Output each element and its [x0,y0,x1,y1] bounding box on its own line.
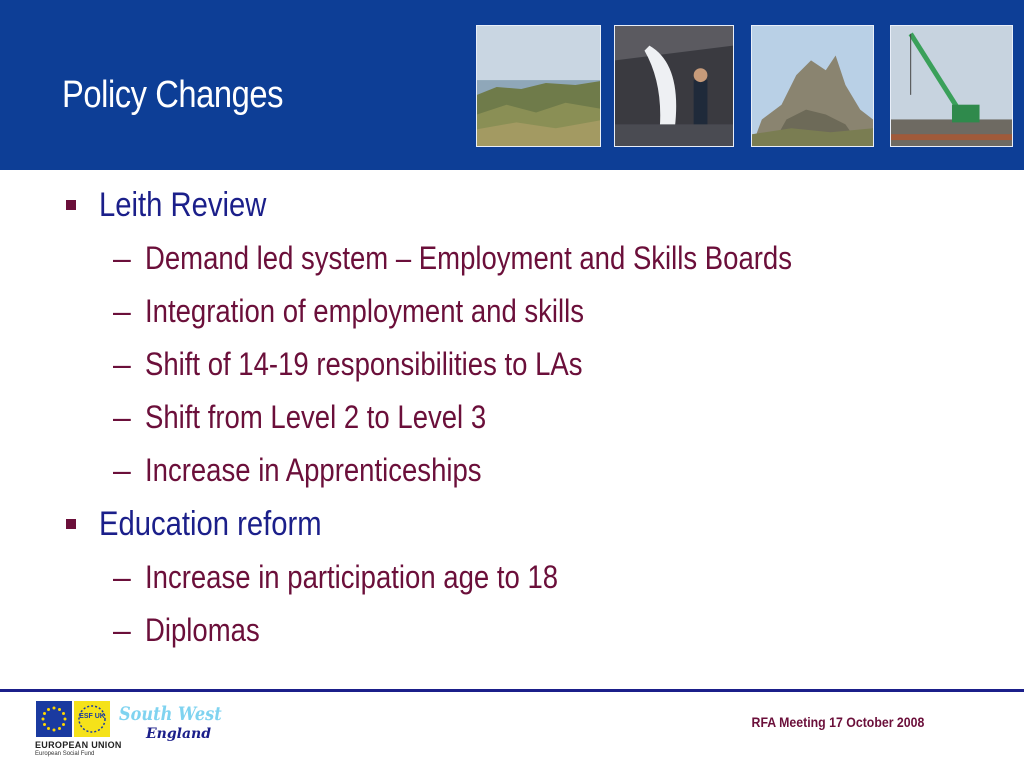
square-bullet-icon [66,519,76,529]
square-bullet-icon [66,200,76,210]
eu-label: EUROPEAN UNION [35,740,122,750]
dash-bullet-icon: – [113,452,131,488]
dash-bullet-icon: – [113,346,131,382]
footer-meeting-text: RFA Meeting 17 October 2008 [751,714,924,730]
dash-bullet-icon: – [113,293,131,329]
list-item: Shift from Level 2 to Level 3 [145,399,487,435]
rock-formation-photo [751,25,874,147]
region-logo-line2: England [146,726,211,742]
title-banner [0,0,1024,170]
list-item: Integration of employment and skills [145,293,585,329]
footer-divider [0,689,1024,692]
dash-bullet-icon: – [113,399,131,435]
esf-badge-text: ESF UK [79,713,105,720]
list-item: Shift of 14-19 responsibilities to LAs [145,346,583,382]
dash-bullet-icon: – [113,612,131,648]
list-item: Increase in participation age to 18 [145,559,559,595]
esf-logo [74,701,110,737]
boat-workshop-photo [614,25,734,147]
region-logo-line1: South West [119,703,222,725]
eu-flag-icon [36,701,72,737]
list-item: Diplomas [145,612,260,648]
crane-construction-photo [890,25,1013,147]
slide-title: Policy Changes [62,74,284,116]
esf-label: European Social Fund [35,751,95,757]
list-item: Demand led system – Employment and Skills Boards [145,240,793,276]
list-item: Increase in Apprenticeships [145,452,482,488]
coastline-photo [476,25,601,147]
list-item: Education reform [99,505,322,543]
dash-bullet-icon: – [113,559,131,595]
dash-bullet-icon: – [113,240,131,276]
list-item: Leith Review [99,186,267,224]
